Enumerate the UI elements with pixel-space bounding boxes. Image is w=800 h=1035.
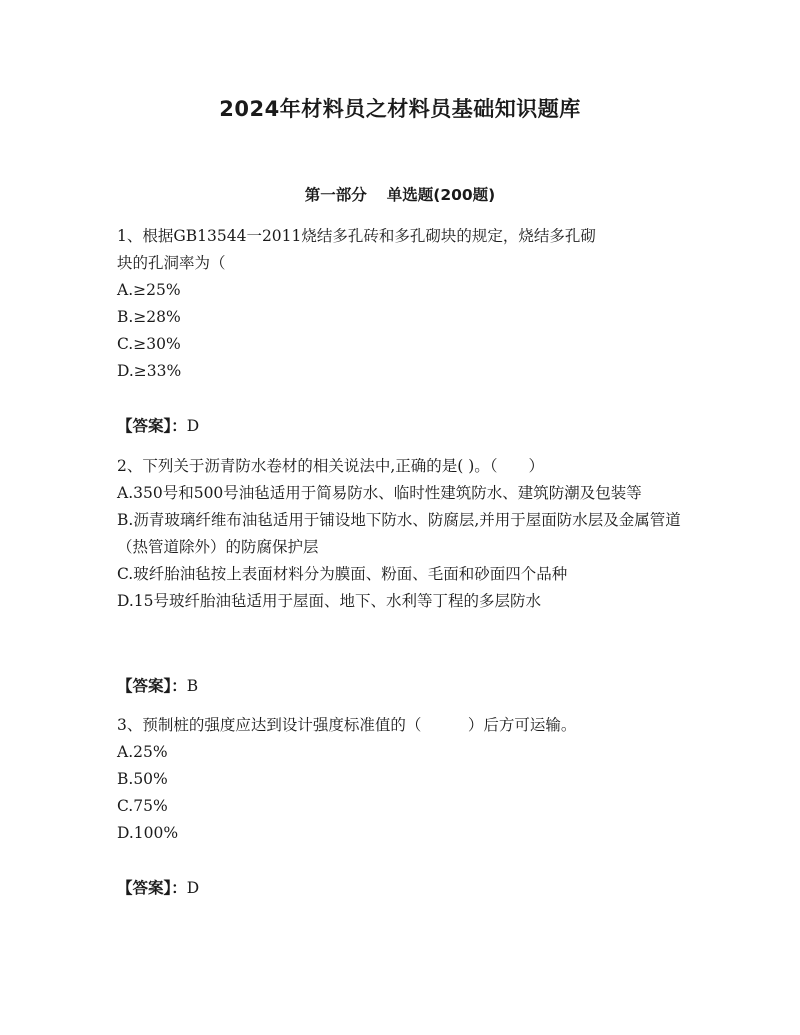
answer-value: B bbox=[186, 677, 199, 695]
question-3-option-a: A.25% bbox=[117, 743, 168, 761]
question-1-option-c: C.≥30% bbox=[117, 335, 181, 353]
question-3-option-c: C.75% bbox=[117, 797, 168, 815]
answer-label: 【答案】： bbox=[117, 879, 187, 897]
question-2-option-b: B.沥青玻璃纤维布油毡适用于铺设地下防水、防腐层,并用于屋面防水层及金属管道（热管道除外）的防腐保护层 bbox=[117, 511, 681, 556]
section-name: 单选题(200题) bbox=[386, 186, 496, 204]
question-1-answer bbox=[117, 413, 687, 440]
question-1-stem-line2: 块的孔洞率为（ bbox=[117, 254, 226, 272]
question-3-option-d: D.100% bbox=[117, 824, 179, 842]
section-heading bbox=[0, 183, 800, 207]
question-3-answer bbox=[117, 875, 687, 902]
question-2-stem: 2、下列关于沥青防水卷材的相关说法中,正确的是( )。（ ） bbox=[117, 457, 545, 475]
question-3 bbox=[117, 712, 687, 847]
section-part: 第一部分 bbox=[304, 186, 367, 204]
question-1-option-d: D.≥33% bbox=[117, 362, 182, 380]
question-1-option-a: A.≥25% bbox=[117, 281, 181, 299]
answer-value: D bbox=[186, 417, 200, 435]
question-2-answer bbox=[117, 673, 687, 700]
question-1-option-b: B.≥28% bbox=[117, 308, 181, 326]
answer-value: D bbox=[186, 879, 200, 897]
question-1 bbox=[117, 223, 687, 385]
question-2-option-c: C.玻纤胎油毡按上表面材料分为膜面、粉面、毛面和砂面四个品种 bbox=[117, 565, 568, 583]
answer-label: 【答案】： bbox=[117, 417, 187, 435]
document-title: 2024年材料员之材料员基础知识题库 bbox=[219, 97, 581, 121]
question-3-option-b: B.50% bbox=[117, 770, 168, 788]
question-2-option-d: D.15号玻纤胎油毡适用于屋面、地下、水利等丁程的多层防水 bbox=[117, 592, 542, 610]
answer-label: 【答案】： bbox=[117, 677, 187, 695]
question-3-stem: 3、预制桩的强度应达到设计强度标准值的（ ）后方可运输。 bbox=[117, 716, 577, 734]
question-2 bbox=[117, 453, 687, 615]
question-1-stem-line1: 1、根据GB13544一2011烧结多孔砖和多孔砌块的规定，烧结多孔砌 bbox=[117, 227, 596, 245]
question-2-option-a: A.350号和500号油毡适用于简易防水、临时性建筑防水、建筑防潮及包装等 bbox=[117, 484, 642, 502]
